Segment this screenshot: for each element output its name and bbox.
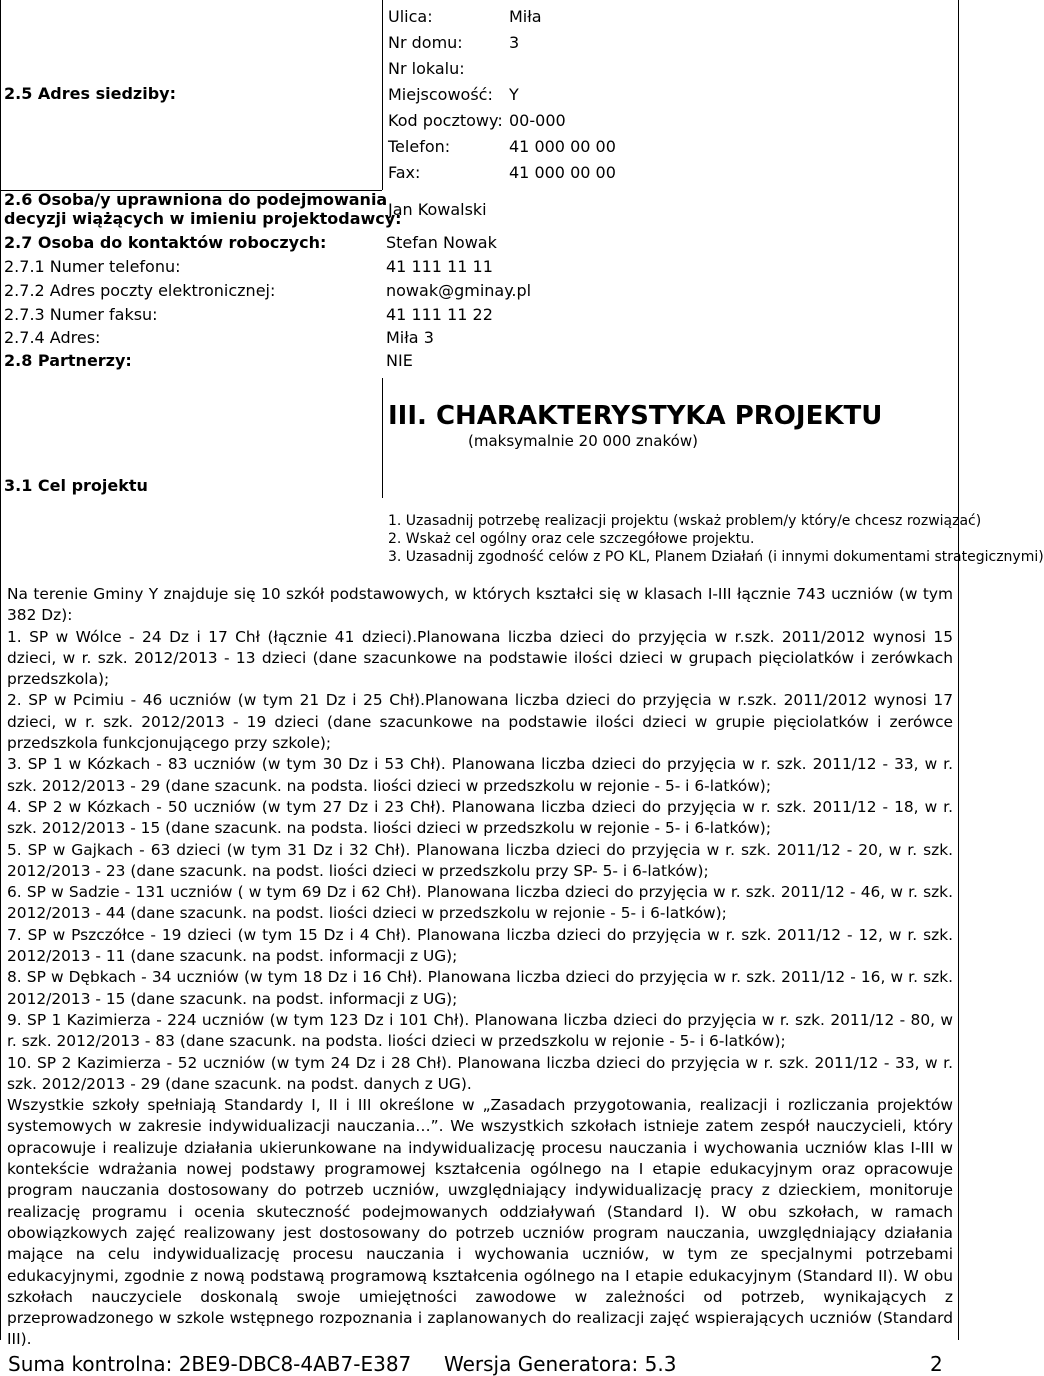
authorized-person-value: Jan Kowalski (388, 200, 487, 219)
authorized-person-label-line1: 2.6 Osoba/y uprawniona do podejmowania (4, 190, 388, 209)
contact-phone-label: 2.7.1 Numer telefonu: (4, 257, 181, 276)
address-street-value: Miła (509, 7, 542, 26)
authorized-person-label-line2: decyzji wiążących w imieniu projektodawcy: (4, 209, 402, 228)
address-postcode-label: Kod pocztowy: (388, 111, 503, 130)
paragraph: 3. SP 1 w Kózkach - 83 uczniów (w tym 30 Dz i 53 Chł). Planowana liczba dzieci do przyjęcia w r. szk. 2011/12 - 33, w r. szk. 2012/2013 - 29 (dane szacunk. na podsta. liości dzieci w przedszkolu w rejonie - 5- i 6-latków); (7, 755, 953, 795)
checksum-value: 2BE9-DBC8-4AB7-E387 (178, 1352, 412, 1376)
section3-subheading: (maksymalnie 20 000 znaków) (468, 432, 698, 450)
contact-phone-value: 41 111 11 11 (386, 257, 493, 276)
checksum-label: Suma kontrolna: (8, 1352, 173, 1376)
address-apartment-label: Nr lokalu: (388, 59, 465, 78)
contact-email-value: nowak@gminay.pl (386, 281, 532, 300)
address-section-label: 2.5 Adres siedziby: (4, 84, 176, 103)
address-phone-label: Telefon: (388, 137, 451, 156)
contact-address-label: 2.7.4 Adres: (4, 328, 101, 347)
paragraph: 8. SP w Dębkach - 34 uczniów (w tym 18 Dz i 16 Chł). Planowana liczba dzieci do przyjęcia w r. szk. 2011/12 - 16, w r. szk. 2012/2013 - 15 (dane szacunk. na podst. informacji z UG); (7, 968, 953, 1008)
address-city-label: Miejscowość: (388, 85, 493, 104)
address-column-divider (382, 0, 383, 190)
address-fax-value: 41 000 00 00 (509, 163, 616, 182)
paragraph: 7. SP w Pszczółce - 19 dzieci (w tym 15 Dz i 4 Chł). Planowana liczba dzieci do przyjęcia w r. szk. 2011/12 - 12, w r. szk. 2012/2013 - 11 (dane szacunk. na podst. informacji z UG); (7, 925, 953, 966)
contact-person-value: Stefan Nowak (386, 233, 497, 252)
address-house-number-label: Nr domu: (388, 33, 463, 52)
table-left-border (0, 0, 1, 1340)
address-fax-label: Fax: (388, 163, 421, 182)
paragraph: 2. SP w Pcimiu - 46 uczniów (w tym 21 Dz i 25 Chł).Planowana liczba dzieci do przyjęcia w r.szk. 2011/2012 wynosi 17 dzieci, w r. szk. 2012/2013 - 19 dzieci (dane szacunkowe na podstawie ilości dzieci w grupie pięciolatków i zerówce przedszkola funkcjonującego przy szkole); (7, 691, 953, 753)
project-justification-text (7, 584, 953, 1351)
authorized-person-label (4, 190, 402, 228)
footer-version (444, 1352, 676, 1376)
address-city-value: Y (509, 85, 519, 104)
address-street-label: Ulica: (388, 7, 433, 26)
page-number: 2 (930, 1352, 943, 1376)
paragraph: 9. SP 1 Kazimierza - 224 uczniów (w tym 123 Dz i 101 Chł). Planowana liczba dzieci do przyjęcia w r. szk. 2011/12 - 80, w r. szk. 2012/2013 - 83 (dane szacunk. na podsta. liości dzieci w przedszkolu w rejonie - 5- i 6-latków); (7, 1010, 953, 1051)
partners-value: NIE (386, 351, 413, 370)
address-postcode-value: 00-000 (509, 111, 566, 130)
contact-fax-label: 2.7.3 Numer faksu: (4, 305, 158, 324)
contact-fax-value: 41 111 11 22 (386, 305, 493, 324)
paragraph: Wszystkie szkoły spełniają Standardy I, II i III określone w „Zasadach przygotowania, realizacji i rozliczania projektów systemowych w zakresie indywidualizacji nauczania…”. We wszystkich szkołach istnieje zatem zespół nauczycieli, który opracowuje i realizuje działania ukierunkowane na indywidualizację procesu nauczania i wychowania uczniów klas I-III w kontekście wdrażania nowej podstawy programowej kształcenia ogólnego na I etapie edukacyjnym oraz opracowuje program nauczania dostosowany do potrzeb uczniów, uwzględniający indywidualizację pracy z dzieckiem, monitoruje realizację programu i ocenia skuteczność podejmowanych oddziaływań (Standard I). W obu szkołach, w ramach obowiązkowych zajęć realizowany jest dostosowany do potrzeb uczniów program nauczania, uwzględniający działania mające na celu indywidualizację procesu nauczania i wychowania uczniów, w tym ze specjalnymi potrzebami edukacyjnymi, zgodnie z nową podstawą programową kształcenia ogólnego na I etapie edukacyjnym (Standard II). W obu szkołach nauczyciele doskonalą swoje umiejętności zawodowe w zależności od potrzeb, wynikających z przeprowadzonego w szkole wstępnego rozpoznania i zaplanowanych do realizacji zajęć wspierających uczniów (Standard III). (7, 1096, 953, 1349)
instruction-item: 1. Uzasadnij potrzebę realizacji projektu (wskaż problem/y który/e chcesz rozwiązać) (388, 513, 982, 529)
table-right-border (958, 0, 959, 1340)
footer-checksum (8, 1352, 411, 1376)
address-phone-value: 41 000 00 00 (509, 137, 616, 156)
paragraph: Na terenie Gminy Y znajduje się 10 szkół podstawowych, w których kształci się w klasach I-III łącznie 743 uczniów (w tym 382 Dz): (7, 585, 953, 625)
instruction-item: 2. Wskaż cel ogólny oraz cele szczegółowe projektu. (388, 531, 755, 547)
partners-label: 2.8 Partnerzy: (4, 351, 132, 370)
contact-address-value: Miła 3 (386, 328, 434, 347)
paragraph: 4. SP 2 w Kózkach - 50 uczniów (w tym 27 Dz i 23 Chł). Planowana liczba dzieci do przyjęcia w r. szk. 2011/12 - 18, w r. szk. 2012/2013 - 15 (dane szacunk. na podsta. liości dzieci w przedszkolu w rejonie - 5- i 6-latków); (7, 797, 953, 838)
section3-column-divider (382, 378, 383, 498)
address-house-number-value: 3 (509, 33, 520, 52)
version-label: Wersja Generatora: (444, 1352, 639, 1376)
paragraph: 5. SP w Gajkach - 63 dzieci (w tym 31 Dz i 32 Chł). Planowana liczba dzieci do przyjęcia w r. szk. 2011/12 - 20, w r. szk. 2012/2013 - 23 (dane szacunk. na podst. liości dzieci w przedszkolu przy SP- 5- i 6-latków); (7, 840, 953, 880)
paragraph: 6. SP w Sadzie - 131 uczniów ( w tym 69 Dz i 62 Chł). Planowana liczba dzieci do przyjęcia w r. szk. 2011/12 - 46, w r. szk. 2012/2013 - 44 (dane szacunk. na podst. liości dzieci w przedszkolu w rejonie - 5- i 6-latków); (7, 883, 953, 923)
paragraph: 10. SP 2 Kazimierza - 52 uczniów (w tym 24 Dz i 28 Chł). Planowana liczba dzieci do przyjęcia w r. szk. 2011/12 - 33, w r. szk. 2012/2013 - 29 (dane szacunk. na podst. danych z UG). (7, 1053, 953, 1093)
project-goal-label: 3.1 Cel projektu (4, 476, 148, 495)
instruction-item: 3. Uzasadnij zgodność celów z PO KL, Planem Działań (i innymi dokumentami strategicznymi) (388, 549, 1044, 565)
contact-email-label: 2.7.2 Adres poczty elektronicznej: (4, 281, 276, 300)
section3-heading: III. CHARAKTERYSTYKA PROJEKTU (388, 401, 883, 431)
contact-person-label: 2.7 Osoba do kontaktów roboczych: (4, 233, 327, 252)
paragraph: 1. SP w Wólce - 24 Dz i 17 Chł (łącznie 41 dzieci).Planowana liczba dzieci do przyjęcia w r.szk. 2011/2012 wynosi 15 dzieci, w r. szk. 2012/2013 - 13 dzieci (dane szacunkowe na podstawie ilości dzieci w grupach pięciolatków i zerówkach przedszkola); (7, 627, 953, 689)
version-value: 5.3 (644, 1352, 677, 1376)
